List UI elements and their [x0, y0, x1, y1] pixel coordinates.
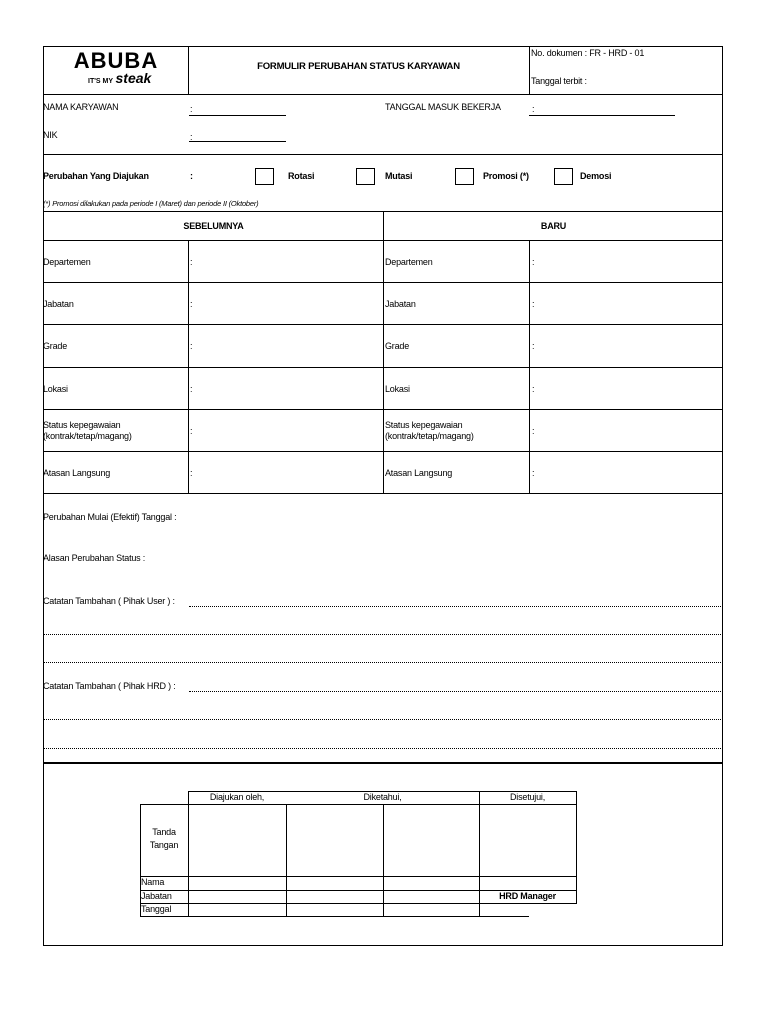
- signature-label-2: Tangan: [149, 840, 179, 850]
- effective-date-label: Perubahan Mulai (Efektif) Tanggal :: [43, 512, 177, 522]
- name-row-label: Nama: [141, 877, 165, 887]
- before-location-colon: :: [190, 384, 193, 394]
- change-reason-label: Alasan Perubahan Status :: [43, 553, 146, 563]
- logo-tag-word: steak: [115, 70, 152, 86]
- hrd-note-line-1[interactable]: [189, 691, 723, 692]
- entry-date-field[interactable]: [529, 115, 675, 116]
- entry-date-label: TANGGAL MASUK BEKERJA: [385, 102, 501, 112]
- signature-box-acknowledger-2[interactable]: [384, 805, 478, 875]
- row-line-5: [43, 451, 723, 452]
- hrd-note-line-2[interactable]: [43, 719, 723, 720]
- promotion-period-note: (*) Promosi dilakukan pada periode I (Maret) dan periode II (Oktober): [43, 199, 259, 208]
- entry-date-colon: :: [532, 104, 535, 114]
- nik-colon: :: [190, 132, 193, 142]
- employee-name-field[interactable]: [189, 115, 286, 116]
- row-line-1: [43, 282, 723, 283]
- before-position-colon: :: [190, 299, 193, 309]
- signature-table: [140, 791, 577, 918]
- before-supervisor-label: Atasan Langsung: [43, 468, 111, 478]
- promosi-label: Promosi (*): [483, 171, 529, 181]
- signature-box-approver[interactable]: [480, 805, 575, 875]
- submitted-by-header: Diajukan oleh,: [209, 792, 265, 802]
- employee-name-label: NAMA KARYAWAN: [43, 102, 119, 112]
- employee-name-colon: :: [190, 104, 193, 114]
- sig-name-line: [140, 876, 577, 877]
- nik-label: NIK: [43, 130, 58, 140]
- row-line-4: [43, 409, 723, 410]
- after-status-label-2: (kontrak/tetap/magang): [385, 431, 474, 441]
- before-location-label: Lokasi: [43, 384, 68, 394]
- after-position-label: Jabatan: [385, 299, 416, 309]
- notes-bottom-line: [43, 762, 723, 764]
- nik-field[interactable]: [189, 141, 286, 142]
- mutasi-checkbox[interactable]: [356, 168, 375, 185]
- before-supervisor-colon: :: [190, 468, 193, 478]
- promosi-checkbox[interactable]: [455, 168, 474, 185]
- after-department-label: Departemen: [385, 257, 433, 267]
- sig-date-line: [140, 903, 577, 904]
- user-note-line-3[interactable]: [43, 662, 723, 663]
- mutasi-label: Mutasi: [385, 171, 413, 181]
- before-department-label: Departemen: [43, 257, 91, 267]
- before-status-label-2: (kontrak/tetap/magang): [43, 431, 132, 441]
- after-location-label: Lokasi: [385, 384, 410, 394]
- after-grade-colon: :: [532, 341, 535, 351]
- company-logo: [60, 50, 172, 90]
- demosi-checkbox[interactable]: [554, 168, 573, 185]
- before-header: SEBELUMNYA: [183, 221, 244, 231]
- approved-header: Disetujui,: [509, 792, 545, 802]
- after-supervisor-label: Atasan Langsung: [385, 468, 453, 478]
- after-supervisor-colon: :: [532, 468, 535, 478]
- sig-bottom-line: [140, 916, 529, 917]
- user-note-label: Catatan Tambahan ( Pihak User ) :: [43, 596, 175, 606]
- row-line-3: [43, 367, 723, 368]
- hrd-manager-label: HRD Manager: [499, 891, 556, 901]
- after-location-colon: :: [532, 384, 535, 394]
- header-divider-right: [529, 46, 530, 94]
- row-line-6: [43, 493, 723, 494]
- user-note-line-1[interactable]: [189, 606, 723, 607]
- change-type-label: Perubahan Yang Diajukan: [43, 171, 149, 181]
- before-department-colon: :: [190, 257, 193, 267]
- logo-main-text: ABUBA: [73, 48, 159, 73]
- form-title: FORMULIR PERUBAHAN STATUS KARYAWAN: [257, 61, 460, 72]
- before-status-label: Status kepegawaian: [43, 420, 121, 430]
- signature-box-submitter[interactable]: [189, 805, 285, 875]
- before-grade-colon: :: [190, 341, 193, 351]
- signature-box-acknowledger[interactable]: [287, 805, 382, 875]
- before-status-colon: :: [190, 426, 193, 436]
- position-row-label: Jabatan: [141, 891, 172, 901]
- hrd-note-label: Catatan Tambahan ( Pihak HRD ) :: [43, 681, 176, 691]
- after-status-colon: :: [532, 426, 535, 436]
- acknowledged-header: Diketahui,: [363, 792, 402, 802]
- change-type-colon: :: [190, 171, 193, 181]
- before-position-label: Jabatan: [43, 299, 74, 309]
- signature-label: Tanda: [152, 827, 176, 837]
- demosi-label: Demosi: [580, 171, 612, 181]
- rotasi-label: Rotasi: [288, 171, 315, 181]
- row-line-2: [43, 324, 723, 325]
- date-row-label: Tanggal: [141, 904, 172, 914]
- after-position-colon: :: [532, 299, 535, 309]
- after-grade-label: Grade: [385, 341, 410, 351]
- user-note-line-2[interactable]: [43, 634, 723, 635]
- before-grade-label: Grade: [43, 341, 68, 351]
- document-number: No. dokumen : FR - HRD - 01: [531, 48, 645, 58]
- issue-date-label: Tanggal terbit :: [531, 76, 587, 86]
- logo-tag-prefix: IT'S MY: [88, 78, 113, 85]
- sig-right-edge: [576, 791, 577, 904]
- header-bottom-line: [43, 94, 723, 95]
- hrd-note-line-3[interactable]: [43, 748, 723, 749]
- identity-bottom-line: [43, 154, 723, 155]
- after-department-colon: :: [532, 257, 535, 267]
- rotasi-checkbox[interactable]: [255, 168, 274, 185]
- after-status-label: Status kepegawaian: [385, 420, 463, 430]
- after-header: BARU: [540, 221, 567, 231]
